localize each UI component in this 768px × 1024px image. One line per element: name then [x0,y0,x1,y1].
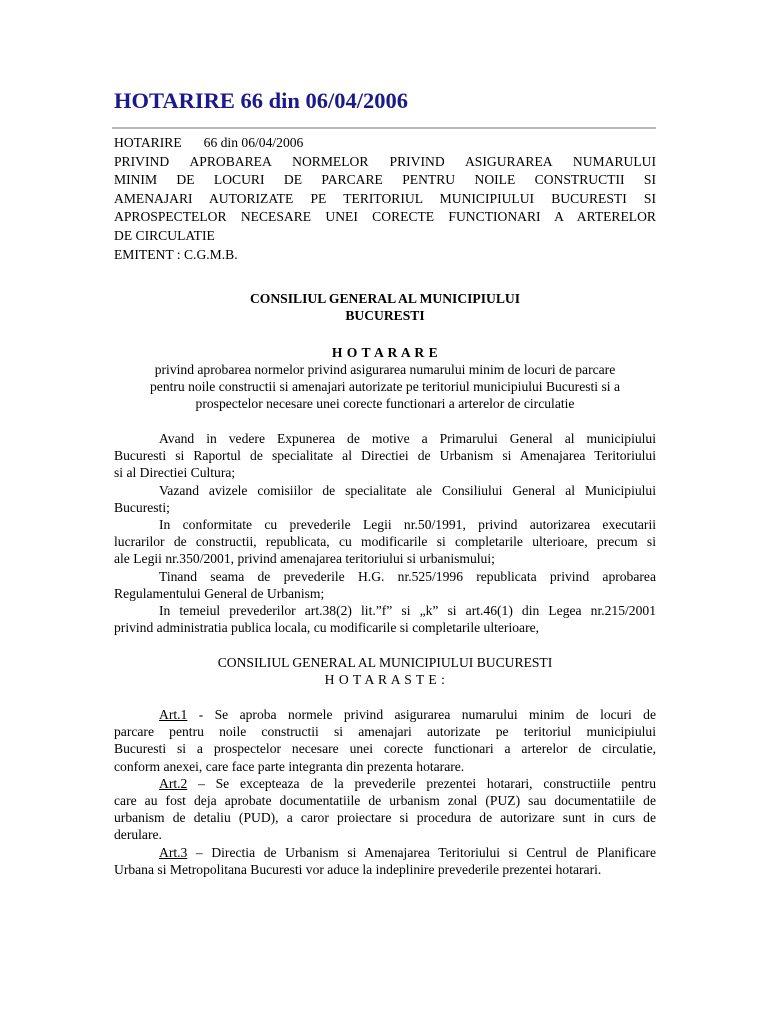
consideration-paragraph [114,516,656,568]
paragraph-line: urbanism de detaliu (PUD), a caror proiectare si procedura de autorizare sunt in curs de [114,810,656,826]
header-act-type: HOTARIRE [114,135,182,150]
page-title: HOTARIRE 66 din 06/04/2006 [114,88,409,113]
paragraph-line: In temeiul prevederilor art.38(2) lit.”f” si „k” si art.46(1) din Legea nr.215/2001 [159,603,656,619]
article-paragraph [114,706,656,775]
paragraph-line: lucrarilor de constructii, republicata, cu modificarile si completarile ulterioare, precum si [114,534,656,550]
paragraph-line: Vazand avizele comisiilor de specialitate ale Consiliului General al Municipiului [159,482,656,498]
decision-heading: H O T A R A R E [331,345,439,360]
paragraph-line: Urbana si Metropolitana Bucuresti vor aduce la indeplinire prevederile prezentei hotarari. [114,861,602,877]
issuer-line: EMITENT : C.G.M.B. [114,246,238,262]
paragraph-line: Avand in vedere Expunerea de motive a Primarului General al municipiului [159,431,656,446]
paragraph-line: care au fost deja aprobate documentatiile de urbanism zonal (PUZ) sau documentatiile de [114,793,656,809]
article-paragraph [114,844,656,878]
paragraph-line: Tinand seama de prevederile H.G. nr.525/1996 republicata privind aprobarea [159,568,656,584]
header-id-line [114,134,656,153]
council-heading [114,290,656,324]
paragraph-line: ale Legii nr.350/2001, privind amenajarea teritoriului si urbanismului; [114,551,495,567]
paragraph-line: Bucuresti si a prospectelor necesare unei corecte functionari a arterelor de circulatie, [114,741,656,757]
paragraph-line: Bucuresti; [114,499,170,515]
paragraph-line: Art.3 – Directia de Urbanism si Amenajarea Teritoriului si Centrul de Planificare [159,844,656,860]
articles [114,706,656,878]
paragraph-line: privind administratia publica locala, cu modificarile si completarile ulterioare, [114,620,540,636]
paragraph-line: Regulamentului General de Urbanism; [114,585,325,601]
council-heading-line: CONSILIUL GENERAL AL MUNICIPIULUI [249,291,521,306]
header-act-number: 66 din 06/04/2006 [203,135,304,150]
resolution-heading-line: CONSILIUL GENERAL AL MUNICIPIULUI BUCURESTI [217,655,553,670]
article-label: Art.2 [159,775,188,791]
header-subject-line: PRIVIND APROBAREA NORMELOR PRIVIND ASIGURAREA NUMARULUI [114,153,656,169]
resolution-heading [114,654,656,688]
resolution-heading-line: H O T A R A S T E : [324,672,446,688]
header-subject-line: APROSPECTELOR NECESARE UNEI CORECTE FUNCTIONARI A ARTERELOR [114,209,656,225]
paragraph-line: In conformitate cu prevederile Legii nr.50/1991, privind autorizarea executarii [159,517,656,533]
council-heading-line: BUCURESTI [345,308,425,323]
considerations [114,430,656,636]
header-subject-line: MINIM DE LOCURI DE PARCARE PENTRU NOILE CONSTRUCTII SI [114,172,656,188]
consideration-paragraph [114,602,656,636]
paragraph-line: Art.2 – Se excepteaza de la prevederile prezentei hotarari, constructiile pentru [159,775,656,791]
header-block [114,134,656,264]
consideration-paragraph [114,568,656,602]
article-label: Art.1 [159,707,188,722]
decision-subject-line: privind aprobarea normelor privind asigurarea numarului minim de locuri de parcare [154,362,616,377]
decision-subject-line: pentru noile constructii si amenajari autorizate pe teritoriul municipiului Bucuresti si a [150,379,620,395]
article-label: Art.3 [159,844,188,860]
paragraph-line: parcare pentru noile constructii si amenajari autorizate pe teritoriul municipiului [114,724,656,740]
paragraph-line: Bucuresti si Raportul de specialitate al Directiei de Urbanism si Amenajarea Teritoriului [114,448,656,464]
article-paragraph [114,775,656,844]
consideration-paragraph [114,430,656,482]
decision-subject-line: prospectelor necesare unei corecte functionari a arterelor de circulatie [195,396,575,412]
paragraph-line: conform anexei, care face parte integranta din prezenta hotarare. [114,758,465,774]
header-subject-line: DE CIRCULATIE [114,227,215,243]
consideration-paragraph [114,482,656,516]
paragraph-line: si al Directiei Cultura; [114,465,236,481]
paragraph-line: derulare. [114,827,162,843]
paragraph-line: Art.1 - Se aproba normele privind asigurarea numarului minim de locuri de [159,707,656,722]
title-divider [112,127,656,129]
header-subject-line: AMENAJARI AUTORIZATE PE TERITORIUL MUNICIPIULUI BUCURESTI SI [114,190,656,206]
decision-subject [114,361,656,413]
